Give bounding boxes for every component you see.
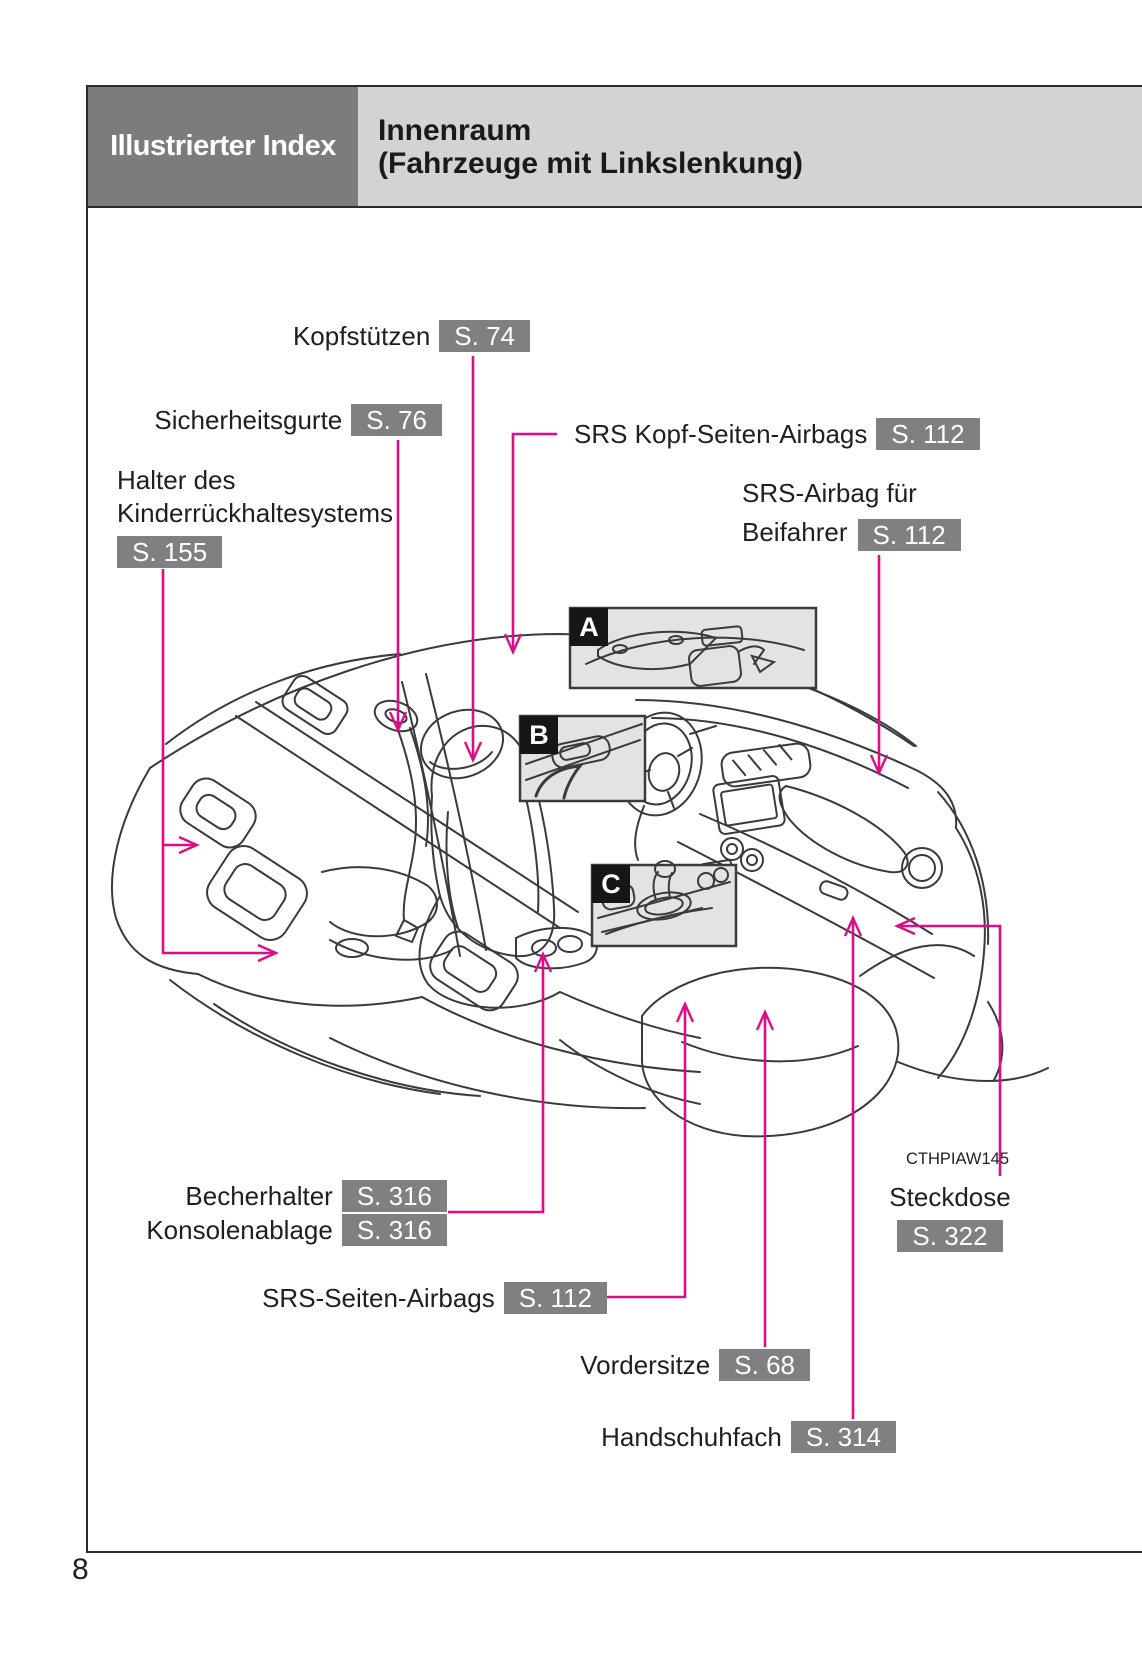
callout-steckdose: [880, 1181, 1020, 1252]
page-ref-badge: S. 314: [791, 1421, 896, 1453]
section-title-box: [88, 87, 358, 206]
inset-label-a: A: [570, 608, 608, 646]
page-ref-badge: S. 155: [117, 536, 222, 568]
figure-code: CTHPIAW145: [906, 1150, 1009, 1168]
section-title: Illustrierter Index: [110, 130, 336, 162]
page-ref-badge: S. 74: [439, 320, 530, 352]
inset-label-b: B: [520, 716, 558, 754]
page-ref-badge: S. 322: [897, 1220, 1002, 1252]
callout-srs-airbag-beifahrer: [742, 477, 961, 551]
chapter-title-box: [358, 87, 1142, 206]
callout-handschuhfach: [601, 1421, 896, 1453]
inset-label-c: C: [592, 865, 630, 903]
callout-srs-kopf-seiten-airbags: [574, 418, 980, 450]
callout-beifahrer-label-line1: SRS-Airbag für: [742, 478, 917, 508]
chapter-title-line2: (Fahrzeuge mit Linkslenkung): [378, 146, 804, 180]
page-header: [86, 85, 1142, 208]
callout-halter-label-line2: Kinderrückhaltesystems: [117, 498, 393, 528]
page-border-bottom: [86, 1551, 1142, 1553]
callout-srs-kopf-seiten-airbags-label: SRS Kopf-Seiten-Airbags: [574, 418, 868, 449]
callout-beifahrer-label-line2: Beifahrer: [742, 516, 848, 547]
callout-sicherheitsgurte-label: Sicherheitsgurte: [154, 404, 343, 435]
car-drawing: [112, 634, 1048, 1136]
callout-srs-seiten-airbags-label: SRS-Seiten-Airbags: [262, 1282, 495, 1313]
callout-konsolenablage-label: Konsolenablage: [146, 1214, 333, 1245]
callout-kopfstuetzen: [293, 320, 530, 352]
callout-line-srs-kopf-seiten-airbags: [513, 434, 557, 652]
page-ref-badge: S. 112: [876, 418, 979, 450]
page-border-left: [86, 208, 88, 1552]
callout-line-halter-main: [163, 569, 276, 953]
page-number: 8: [72, 1553, 89, 1586]
callout-halter-kinderrueckhaltesystem: [117, 464, 393, 568]
callout-line-srs-seiten-airbags: [607, 1004, 685, 1297]
callout-vordersitze-label: Vordersitze: [580, 1349, 711, 1380]
callout-becherhalter-label: Becherhalter: [185, 1180, 333, 1211]
page-ref-badge: S. 316: [342, 1180, 447, 1212]
callout-vordersitze: [580, 1349, 810, 1381]
page-ref-badge: S. 76: [351, 404, 442, 436]
callout-line-steckdose: [897, 926, 1000, 1176]
callout-sicherheitsgurte: [154, 404, 442, 436]
callout-becherhalter: [185, 1180, 447, 1212]
callout-srs-seiten-airbags: [262, 1282, 607, 1314]
callout-handschuhfach-label: Handschuhfach: [601, 1421, 782, 1452]
chapter-title-line1: Innenraum: [378, 113, 532, 147]
callout-steckdose-label: Steckdose: [889, 1182, 1011, 1212]
callout-halter-label-line1: Halter des: [117, 465, 236, 495]
page-ref-badge: S. 68: [719, 1349, 810, 1381]
page-ref-badge: S. 316: [342, 1214, 447, 1246]
page-ref-badge: S. 112: [858, 519, 961, 551]
callout-konsolenablage: [146, 1214, 447, 1246]
page-ref-badge: S. 112: [504, 1282, 607, 1314]
callout-kopfstuetzen-label: Kopfstützen: [292, 320, 431, 351]
callout-line-becherhalter: [448, 954, 543, 1212]
